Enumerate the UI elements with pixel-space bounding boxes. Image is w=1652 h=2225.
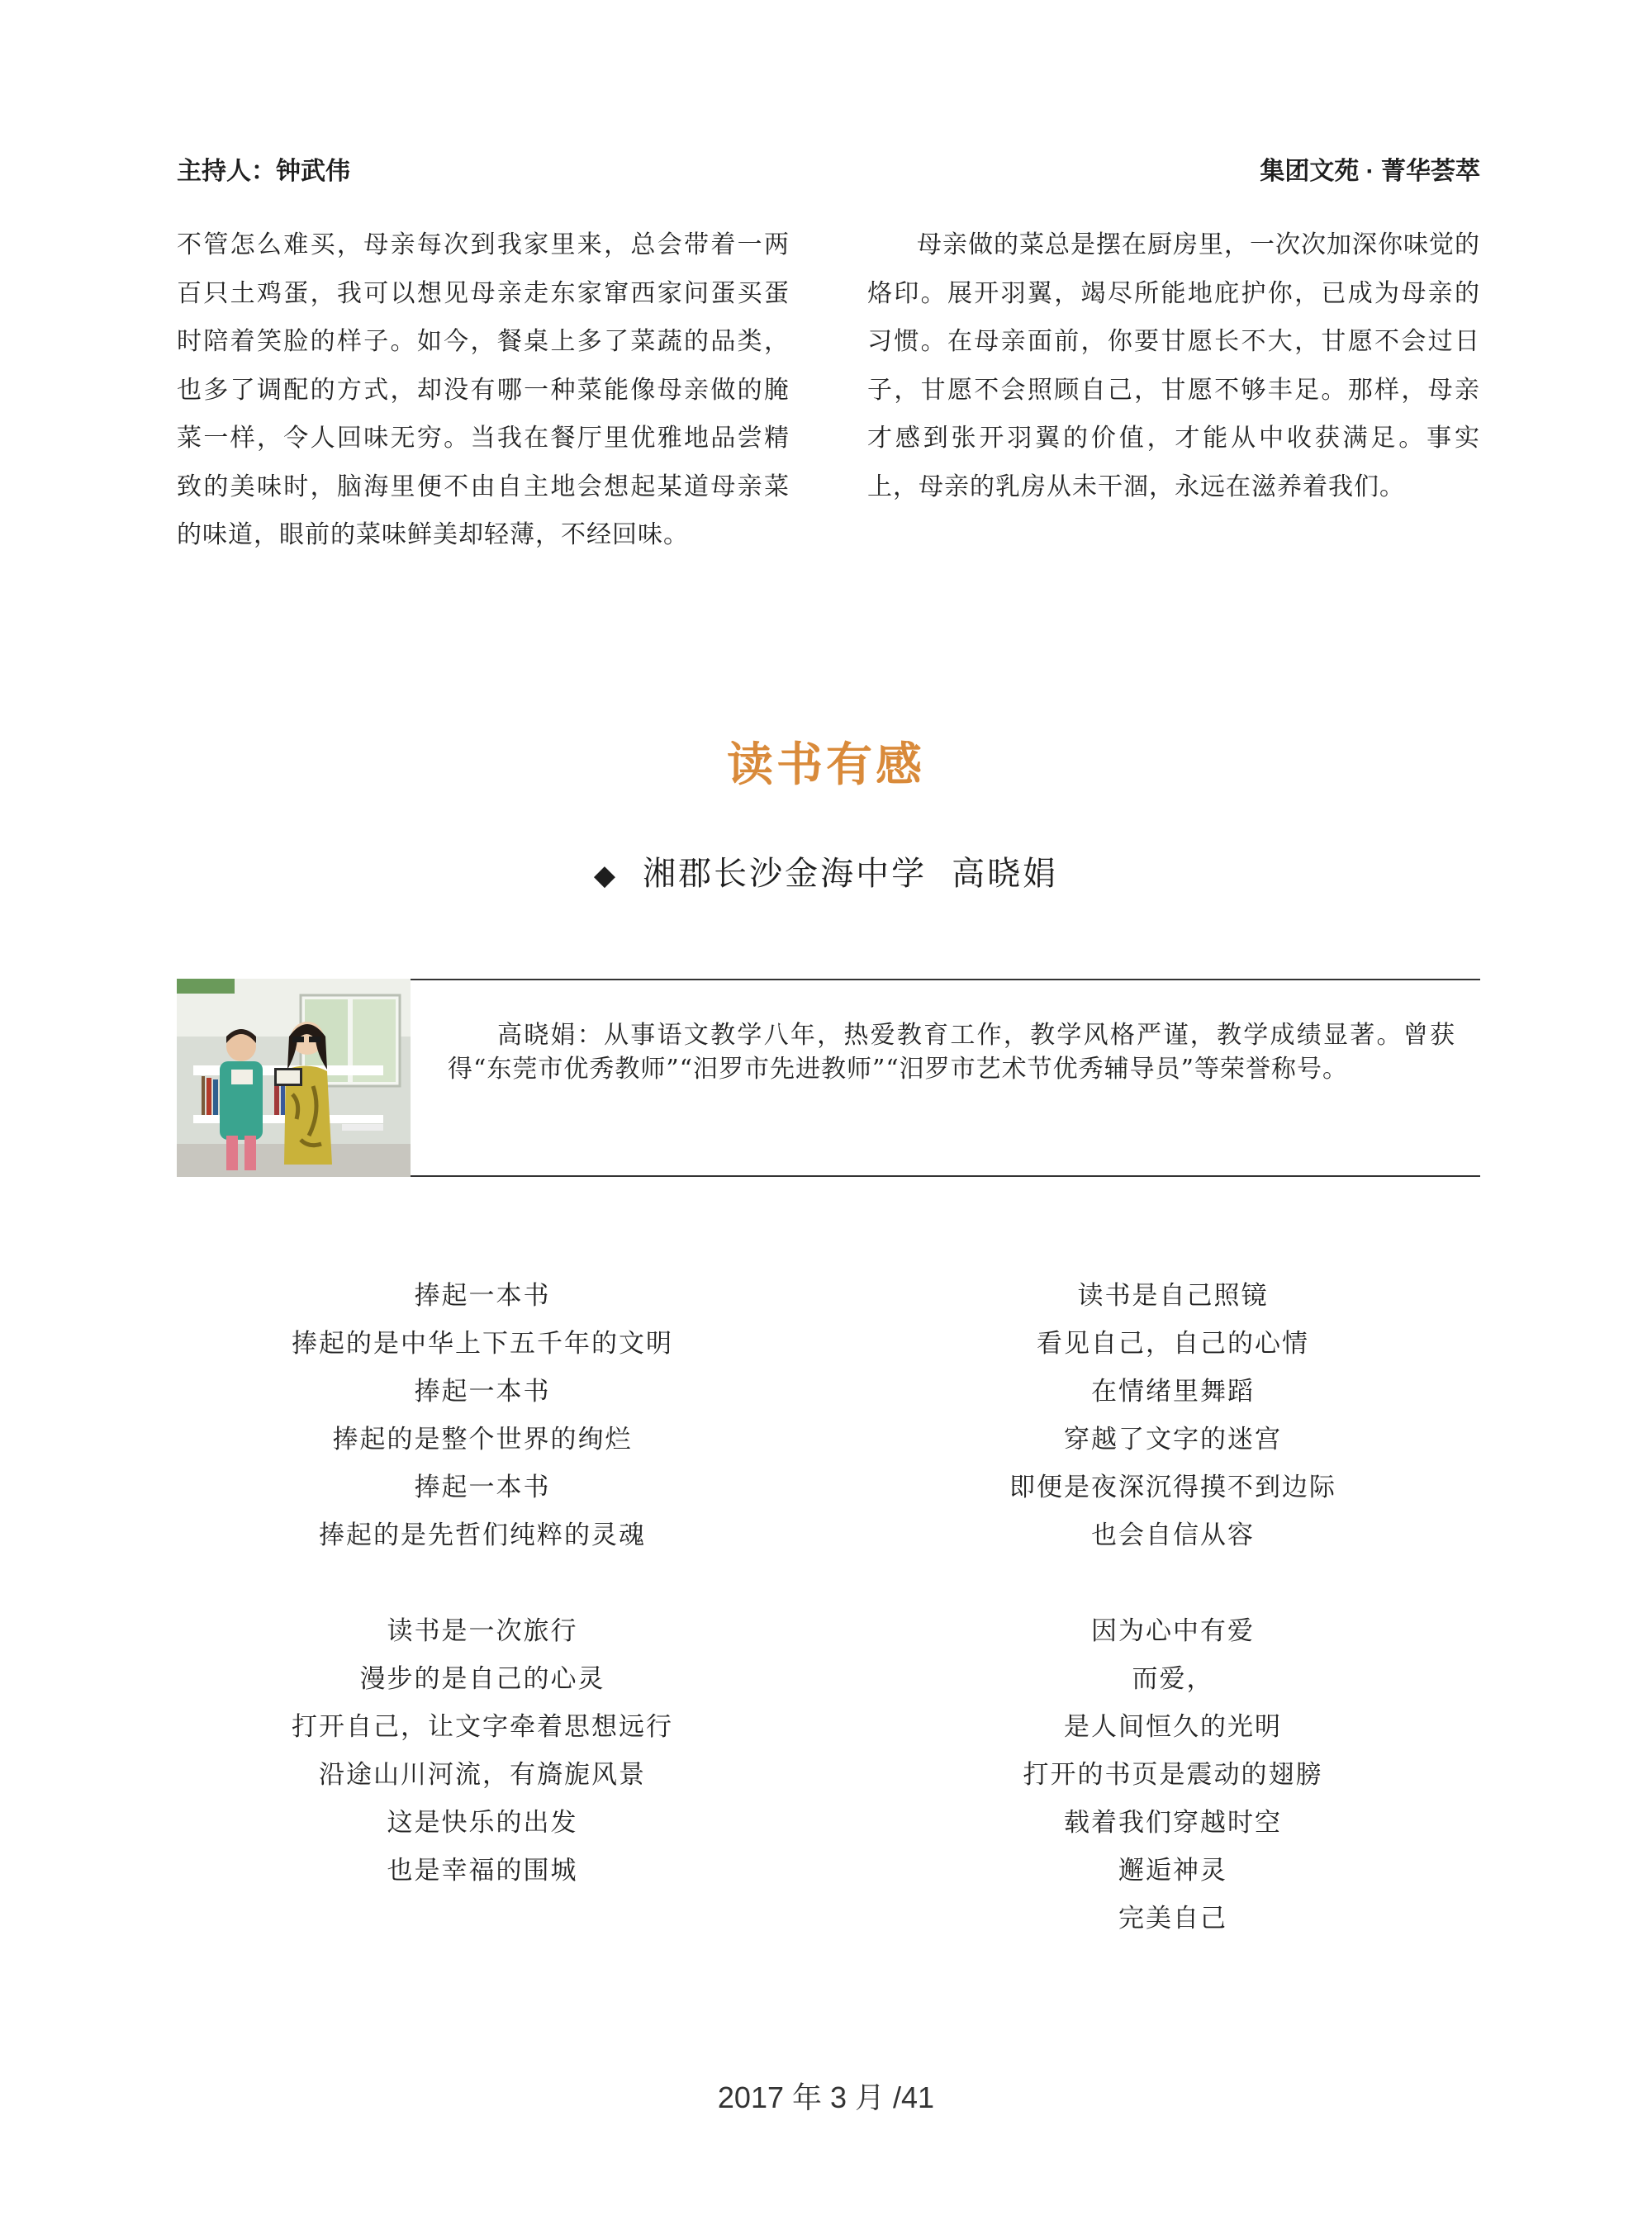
- poem-line: 打开的书页是震动的翅膀: [1023, 1760, 1323, 1790]
- header-host: 主持人：钟武伟: [177, 158, 350, 185]
- poem-line: 这是快乐的出发: [387, 1808, 578, 1838]
- diamond-bullet-icon: ◆: [593, 859, 619, 892]
- author-school: 湘郡长沙金海中学: [643, 855, 928, 893]
- poem-line: 捧起一本书: [414, 1473, 551, 1502]
- author-bio-text: [448, 1018, 1455, 1086]
- poem-line: 捧起的是整个世界的绚烂: [332, 1425, 633, 1454]
- bio-name: 高晓娟: [497, 1022, 577, 1049]
- prev-article-left-column: [177, 221, 790, 560]
- poem-line: 捧起的是中华上下五千年的文明: [292, 1329, 673, 1359]
- poem-stanza: [859, 1272, 1487, 1559]
- poem-line: 完美自己: [1118, 1904, 1227, 1933]
- poem-line: 读书是一次旅行: [387, 1616, 578, 1646]
- poem-line: 因为心中有爱: [1091, 1616, 1255, 1646]
- poem-line: 在情绪里舞蹈: [1091, 1377, 1255, 1407]
- author-line: [0, 847, 1652, 894]
- bio-description: ：从事语文教学八年，热爱教育工作，教学风格严谨，教学成绩显著。曾获得“东莞市优秀教师”“汨罗市先进教师”“汨罗市艺术节优秀辅导员”等荣誉称号。: [448, 1021, 1456, 1084]
- poem-line: 看见自己，自己的心情: [1037, 1329, 1309, 1359]
- author-name: 高晓娟: [952, 855, 1059, 893]
- poem-line: 捧起一本书: [414, 1377, 551, 1407]
- poem-line: 读书是自己照镜: [1077, 1281, 1269, 1311]
- poem-line: 是人间恒久的光明: [1064, 1712, 1282, 1742]
- poem-line: 漫步的是自己的心灵: [359, 1664, 605, 1694]
- author-photo: [177, 979, 411, 1177]
- bio-bottom-rule: [411, 1175, 1480, 1177]
- prev-article-left-paragraph: 不管怎么难买，母亲每次到我家里来，总会带着一两百只土鸡蛋，我可以想见母亲走东家窜西家问蛋买蛋时陪着笑脸的样子。如今，餐桌上多了菜蔬的品类，也多了调配的方式，却没有哪一种菜能像母亲做的腌菜一样，令人回味无穷。当我在餐厅里优雅地品尝精致的美味时，脑海里便不由自主地会想起某道母亲菜的味道，眼前的菜味鲜美却轻薄，不经回味。: [177, 230, 790, 549]
- poem-line: 邂逅神灵: [1118, 1856, 1227, 1886]
- poem-line: 打开自己，让文字牵着思想远行: [292, 1712, 673, 1742]
- poem-line: 沿途山川河流，有旖旎风景: [319, 1760, 646, 1790]
- article-title: 读书有感: [727, 738, 925, 792]
- header-section: 集团文苑 · 菁华荟萃: [1260, 158, 1480, 185]
- poem-line: 而爱，: [1132, 1664, 1214, 1694]
- prev-article-right-paragraph: 母亲做的菜总是摆在厨房里，一次次加深你味觉的烙印。展开羽翼，竭尽所能地庇护你，已成为母亲的习惯。在母亲面前，你要甘愿长不大，甘愿不会过日子，甘愿不会照顾自己，甘愿不够丰足。那样，母亲才感到张开羽翼的价值，才能从中收获满足。事实上，母亲的乳房从未干涸，永远在滋养着我们。: [867, 230, 1480, 501]
- poem-stanza: [169, 1607, 796, 1895]
- poem-right-column: [859, 1272, 1487, 1990]
- poem-stanza: [169, 1272, 796, 1559]
- bio-top-rule: [411, 979, 1480, 980]
- poem-line: 穿越了文字的迷宫: [1064, 1425, 1282, 1454]
- poem-line: 即便是夜深沉得摸不到边际: [1009, 1473, 1336, 1502]
- poem-line: 也会自信从容: [1091, 1520, 1255, 1550]
- page-footer: 2017 年 3 月 /41: [717, 2080, 935, 2114]
- poem-line: 载着我们穿越时空: [1064, 1808, 1282, 1838]
- author-bio-box: [177, 979, 1480, 1177]
- prev-article-right-column: [867, 221, 1480, 511]
- poem-stanza: [859, 1607, 1487, 1943]
- poem-left-column: [169, 1272, 796, 1943]
- poem-line: 也是幸福的围城: [387, 1856, 578, 1886]
- poem-line: 捧起一本书: [414, 1281, 551, 1311]
- poem-line: 捧起的是先哲们纯粹的灵魂: [319, 1520, 646, 1550]
